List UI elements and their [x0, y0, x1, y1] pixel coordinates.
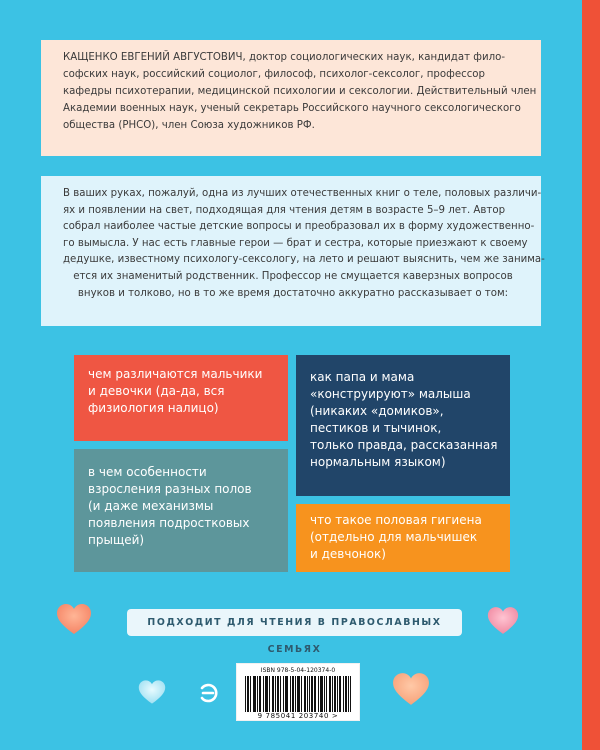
tile-line: (никаких «домиков», [310, 404, 444, 418]
tile-line: в чем особенности [88, 465, 207, 479]
tile-line: (отдельно для мальчишек [310, 530, 478, 544]
tile-line: и девчонок) [310, 547, 386, 561]
book-description-box [41, 176, 545, 326]
tile-line: и девочки (да-да, вся [88, 384, 225, 398]
description-line: ется их знаменитый родственник. Профессор не смущается каверзных вопросов [73, 270, 513, 282]
author-line: КАЩЕНКО ЕВГЕНИЙ АВГУСТОВИЧ, доктор социологических наук, кандидат фило- [63, 52, 506, 63]
author-info-box [41, 40, 541, 156]
eksmo-e-logo [196, 681, 220, 705]
tile-line: нормальным языком) [310, 455, 446, 469]
description-line: собрал наиболее частые детские вопросы и преобразовал их в форму художественно- [63, 221, 535, 233]
pink-heart-icon [487, 606, 519, 635]
topic-tile-differences [74, 355, 288, 441]
tile-line: только правда, рассказанная [310, 438, 498, 452]
description-line: внуков и толково, но в то же время достаточно аккуратно рассказывает о том: [77, 287, 509, 299]
tile-line: (и даже механизмы [88, 499, 214, 513]
description-line: го вымысла. У нас есть главные герои — брат и сестра, которые приезжают к своему [63, 237, 528, 249]
author-line: Академии военных наук, ученый секретарь Российского научного сексологического [63, 103, 521, 114]
tile-line: что такое половая гигиена [310, 513, 482, 527]
tile-line: физиология налицо) [88, 401, 219, 415]
author-line: кафедры психотерапии, медицинской психологии и сексологии. Действительный член [63, 86, 537, 97]
light-blue-heart-icon [138, 679, 166, 705]
description-line: В ваших руках, пожалуй, одна из лучших отечественных книг о теле, половых различи- [63, 188, 542, 199]
orthodox-families-banner: ПОДХОДИТ ДЛЯ ЧТЕНИЯ В ПРАВОСЛАВНЫХ СЕМЬЯХ [127, 609, 462, 636]
description-line: дедушке, известному психологу-сексологу, на лето и решают выяснить, чем же занима- [63, 254, 545, 266]
topic-tile-conception [296, 355, 510, 496]
peach-heart-icon [56, 603, 92, 635]
barcode-digits: 9 785041 203740 > [257, 712, 339, 720]
topic-tile-hygiene [296, 504, 510, 572]
tile-line: «конструируют» малыша [310, 387, 471, 401]
peach-heart-icon [392, 672, 430, 706]
description-line: ях и появлении на свет, подходящая для чтения детям в возрасте 5–9 лет. Автор [63, 204, 506, 216]
tile-line: появления подростковых [88, 516, 250, 530]
tile-line: пестиков и тычинок, [310, 421, 442, 435]
tile-line: прыщей) [88, 533, 145, 547]
author-line: софских наук, российский социолог, философ, психолог-сексолог, профессор [63, 69, 486, 80]
tile-line: взросления разных полов [88, 482, 252, 496]
tile-line: чем различаются мальчики [88, 367, 263, 381]
spine-stripe [582, 0, 600, 750]
isbn-number: ISBN 978-5-04-120374-0 [260, 667, 336, 674]
barcode-bars [245, 676, 353, 712]
topic-tile-puberty [74, 449, 288, 572]
tile-line: как папа и мама [310, 370, 415, 384]
author-line: общества (РНСО), член Союза художников РФ. [63, 120, 315, 131]
isbn-barcode [236, 663, 360, 721]
